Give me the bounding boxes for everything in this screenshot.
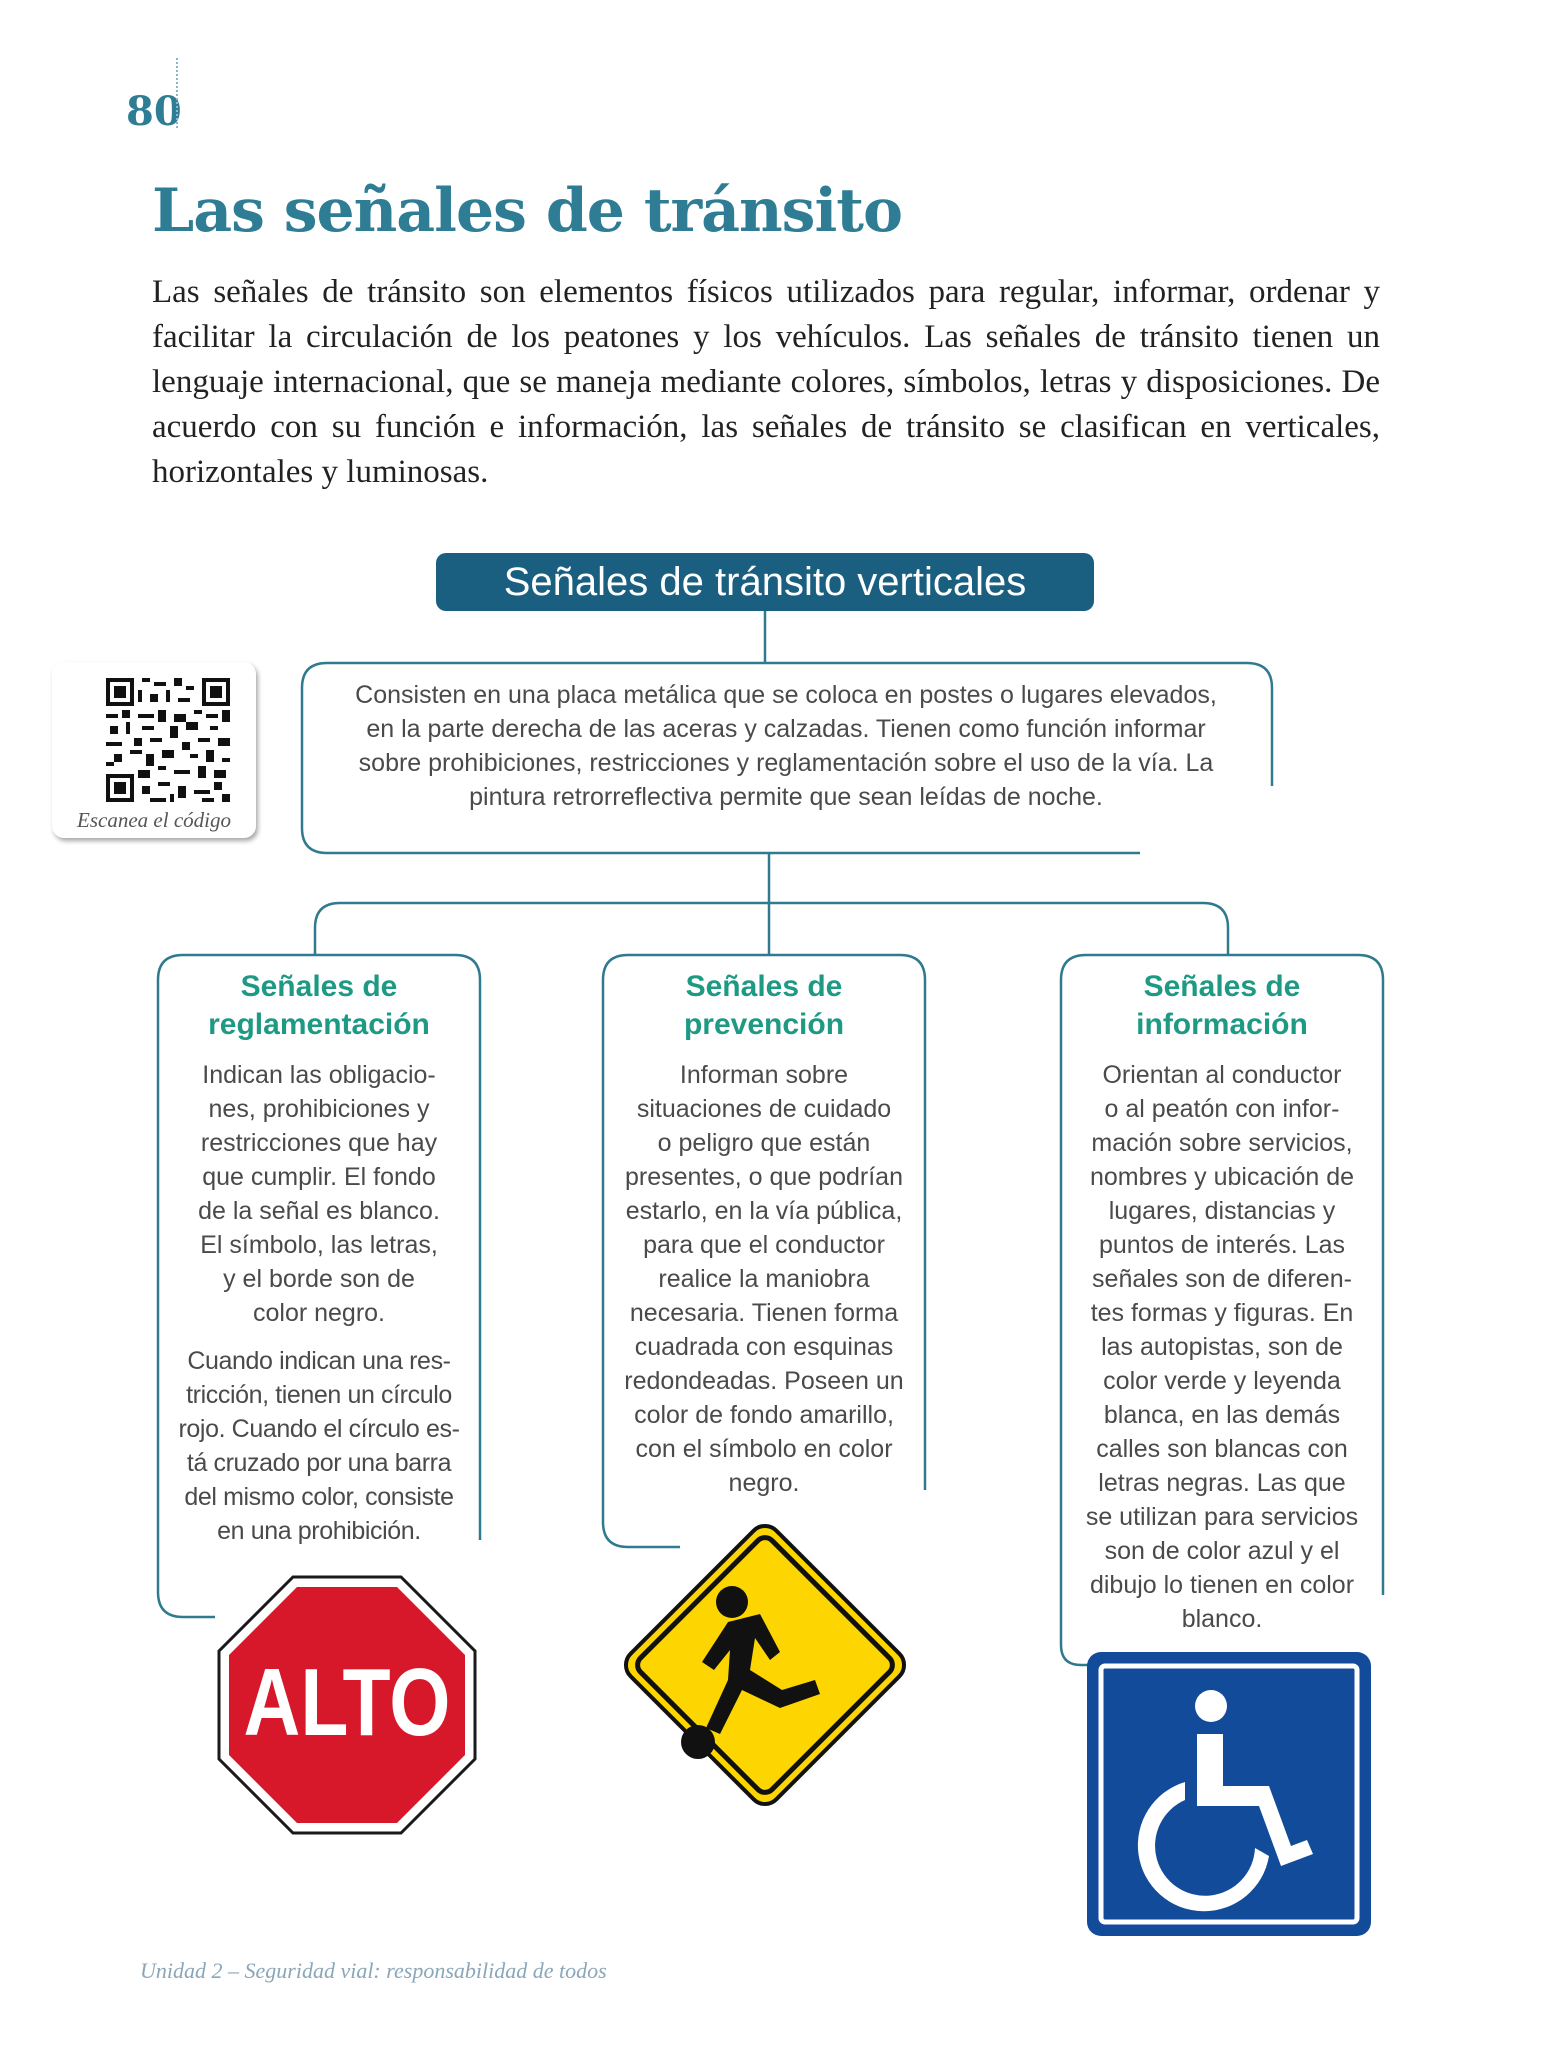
- column-prevention-title: [610, 968, 918, 1044]
- body-line: negro.: [728, 1469, 800, 1497]
- body-line: necesaria. Tienen forma: [629, 1299, 899, 1327]
- column-regulation: [165, 968, 473, 1548]
- column-prevention-body: [610, 1058, 918, 1500]
- body-line: Informan sobre: [679, 1061, 849, 1089]
- title-line: reglamentación: [208, 1008, 430, 1041]
- body-line: y el borde son de: [223, 1265, 415, 1293]
- title-line: información: [1136, 1008, 1308, 1041]
- body-line: rojo. Cuando el círculo es-: [178, 1415, 460, 1443]
- body-line: de la señal es blanco.: [198, 1197, 440, 1225]
- body-line: color verde y leyenda: [1103, 1367, 1341, 1395]
- title-line: Señales de: [1143, 970, 1301, 1003]
- description-line: pintura retrorreflectiva permite que sean leídas de noche.: [469, 783, 1103, 811]
- page-number: 80: [126, 88, 182, 135]
- body-line: blanco.: [1181, 1605, 1263, 1633]
- body-line: redondeadas. Poseen un: [624, 1367, 904, 1395]
- title-line: Señales de: [240, 970, 398, 1003]
- stop-sign-text: ALTO: [243, 1648, 451, 1756]
- intro-paragraph: Las señales de tránsito son elementos físicos utilizados para regular, informar, ordenar y facilitar la circulación de los peatones y los vehículos. Las señales de tránsito tienen un lenguaje internacional, que se maneja mediante colores, símbolos, letras y disposiciones. De acuerdo con su función e información, las señales de tránsito se clasifican en verticales, horizontales y luminosas.: [152, 274, 1380, 490]
- column-regulation-body: [165, 1058, 473, 1330]
- qr-code-icon[interactable]: [102, 674, 234, 806]
- body-line: presentes, o que podrían: [625, 1163, 903, 1191]
- body-line: lugares, distancias y: [1108, 1197, 1336, 1225]
- page-title: Las señales de tránsito: [152, 176, 902, 246]
- body-line: nes, prohibiciones y: [208, 1095, 430, 1123]
- body-line: blanca, en las demás: [1103, 1401, 1341, 1429]
- body-line: restricciones que hay: [200, 1129, 438, 1157]
- body-line: letras negras. Las que: [1098, 1469, 1346, 1497]
- column-prevention: [610, 968, 918, 1500]
- body-line: para que el conductor: [643, 1231, 885, 1259]
- stop-sign-icon: [217, 1575, 477, 1835]
- body-line: con el símbolo en color: [635, 1435, 893, 1463]
- body-line: situaciones de cuidado: [636, 1095, 892, 1123]
- description-text: [302, 678, 1270, 814]
- body-line: señales son de diferen-: [1092, 1265, 1352, 1293]
- body-line: cuadrada con esquinas: [634, 1333, 894, 1361]
- description-line: en la parte derecha de las aceras y calzadas. Tienen como función informar: [366, 715, 1206, 743]
- children-crossing-sign-icon: [610, 1510, 920, 1820]
- body-line: dibujo lo tienen en color: [1089, 1571, 1355, 1599]
- body-line: realice la maniobra: [658, 1265, 870, 1293]
- body-line: calles son blancas con: [1096, 1435, 1348, 1463]
- body-line: se utilizan para servicios: [1085, 1503, 1359, 1531]
- body-line: Cuando indican una res-: [187, 1347, 451, 1375]
- title-line: Señales de: [685, 970, 843, 1003]
- body-line: color negro.: [252, 1299, 386, 1327]
- body-line: puntos de interés. Las: [1099, 1231, 1345, 1259]
- body-line: El símbolo, las letras,: [200, 1231, 438, 1259]
- diagram-header: Señales de tránsito verticales: [436, 553, 1094, 611]
- body-line: nombres y ubicación de: [1089, 1163, 1355, 1191]
- accessibility-sign-icon: [1085, 1650, 1373, 1938]
- body-line: o peligro que están: [657, 1129, 871, 1157]
- column-regulation-body-2: [165, 1344, 473, 1548]
- body-line: color de fondo amarillo,: [634, 1401, 894, 1429]
- body-line: que cumplir. El fondo: [202, 1163, 436, 1191]
- body-line: mación sobre servicios,: [1091, 1129, 1353, 1157]
- body-line: tá cruzado por una barra: [186, 1449, 452, 1477]
- body-line: del mismo color, consiste: [184, 1483, 454, 1511]
- body-line: Orientan al conductor: [1102, 1061, 1342, 1089]
- body-line: estarlo, en la vía pública,: [625, 1197, 903, 1225]
- body-line: o al peatón con infor-: [1104, 1095, 1340, 1123]
- qr-caption: Escanea el código: [77, 808, 231, 832]
- description-line: sobre prohibiciones, restricciones y reglamentación sobre el uso de la vía. La: [358, 749, 1214, 777]
- body-line: tricción, tienen un círculo: [186, 1381, 452, 1409]
- body-line: son de color azul y el: [1104, 1537, 1340, 1565]
- column-information-body: [1068, 1058, 1376, 1636]
- column-information-title: [1068, 968, 1376, 1044]
- page-footer: Unidad 2 – Seguridad vial: responsabilidad de todos: [140, 1958, 607, 1983]
- description-line: Consisten en una placa metálica que se coloca en postes o lugares elevados,: [355, 681, 1217, 709]
- body-line: en una prohibición.: [217, 1517, 421, 1545]
- body-line: Indican las obligacio-: [202, 1061, 436, 1089]
- column-information: [1068, 968, 1376, 1636]
- column-regulation-title: [165, 968, 473, 1044]
- title-line: prevención: [683, 1008, 845, 1041]
- body-line: las autopistas, son de: [1101, 1333, 1343, 1361]
- body-line: tes formas y figuras. En: [1090, 1299, 1354, 1327]
